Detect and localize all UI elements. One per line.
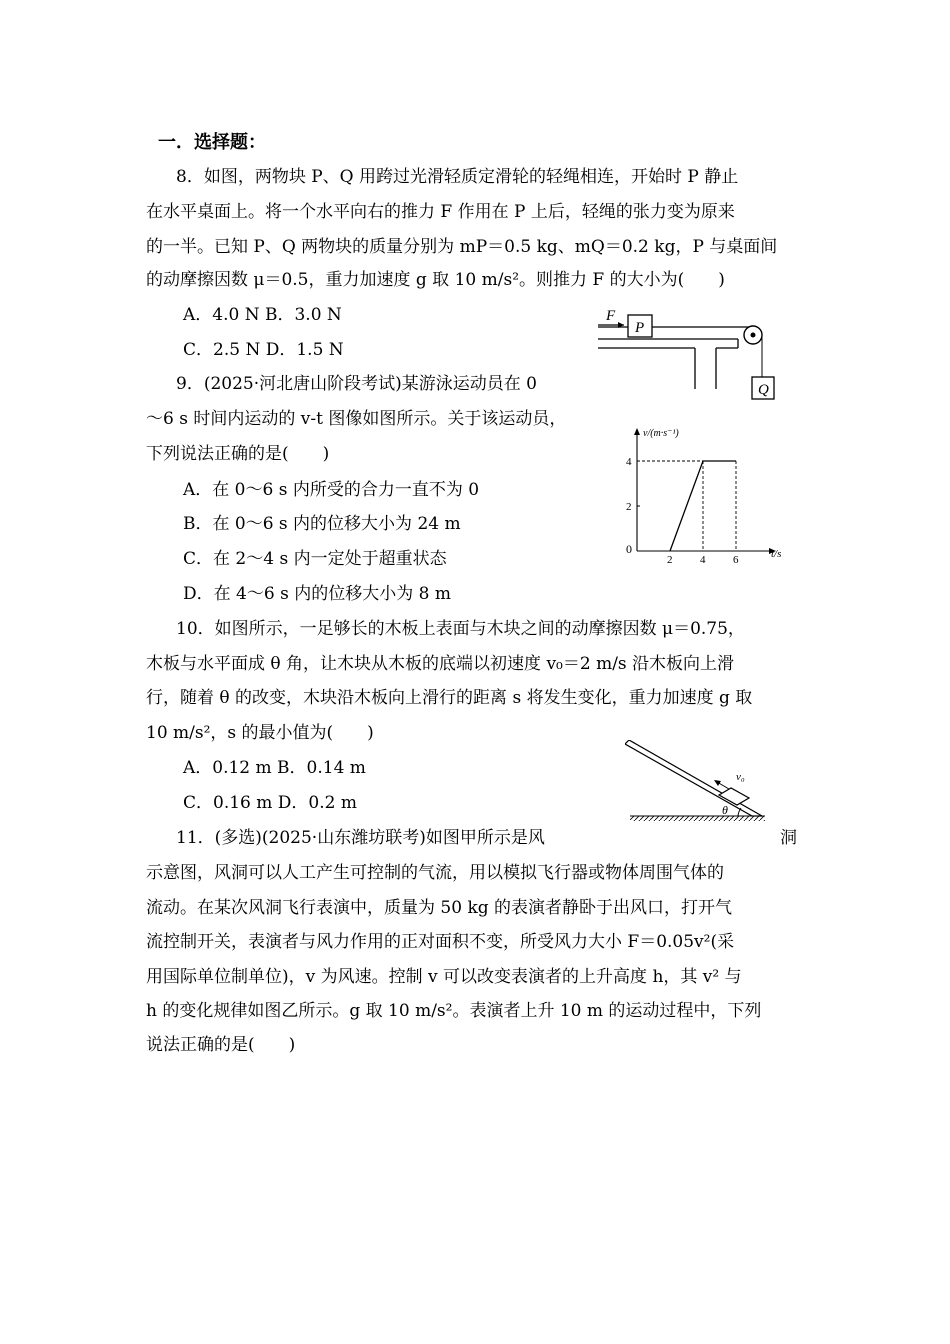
origin-label: 0 (626, 542, 632, 556)
q9-option-b: B．在 0～6 s 内的位移大小为 24 m (183, 514, 461, 534)
q8-option-cd: C．2.5 N D．1.5 N (183, 340, 344, 360)
q9-line-1: 9．(2025·河北唐山阶段考试)某游泳运动员在 0 (176, 374, 537, 394)
q9-option-c: C．在 2～4 s 内一定处于超重状态 (183, 549, 447, 569)
q8-option-ab: A．4.0 N B．3.0 N (183, 305, 342, 325)
q11-line-4: 流控制开关，表演者与风力作用的正对面积不变，所受风力大小 F＝0.05v²(采 (146, 932, 735, 952)
x-tick-label: 6 (733, 554, 739, 565)
q10-line-2: 木板与水平面成 θ 角，让木块从木板的底端以初速度 v₀＝2 m/s 沿木板向上滑 (146, 654, 735, 674)
q8-line-1: 8．如图，两物块 P、Q 用跨过光滑轻质定滑轮的轻绳相连，开始时 P 静止 (176, 167, 739, 187)
y-axis-label: v/(m·s⁻¹) (643, 428, 679, 439)
q8-line-2: 在水平桌面上。将一个水平向右的推力 F 作用在 P 上后，轻绳的张力变为原来 (146, 202, 735, 222)
q11-line-6: h 的变化规律如图乙所示。g 取 10 m/s²。表演者上升 10 m 的运动过程中，下列 (146, 1001, 762, 1021)
pulley-figure (590, 305, 790, 405)
q11-line-1-end: 洞 (780, 828, 797, 848)
ground (630, 816, 765, 821)
y-tick-label: 4 (626, 456, 632, 468)
q11-line-1: 11．(多选)(2025·山东潍坊联考)如图甲所示是风 (176, 828, 545, 848)
angle-label: θ (722, 803, 728, 817)
q11-line-5: 用国际单位制单位)，v 为风速。控制 v 可以改变表演者的上升高度 h，其 v² 与 (146, 967, 742, 987)
x-tick-label: 4 (700, 554, 706, 565)
block-p-label: P (635, 320, 645, 336)
q9-option-a: A．在 0～6 s 内所受的合力一直不为 0 (183, 480, 480, 500)
q9-line-2: ～6 s 时间内运动的 v-t 图像如图所示。关于该运动员， (146, 409, 567, 429)
q10-line-1: 10．如图所示，一足够长的木板上表面与木块之间的动摩擦因数 μ＝0.75， (176, 619, 745, 639)
q10-line-3: 行，随着 θ 的改变，木块沿木板向上滑行的距离 s 将发生变化，重力加速度 g 取 (146, 688, 753, 708)
y-tick-label: 2 (626, 501, 632, 513)
incline-figure (625, 740, 775, 825)
q11-line-2: 示意图，风洞可以人工产生可控制的气流，用以模拟飞行器或物体周围气体的 (146, 863, 724, 883)
q9-line-3: 下列说法正确的是( ) (146, 444, 330, 464)
block-q-label: Q (758, 382, 769, 398)
section-title: 一．选择题： (158, 132, 266, 153)
x-axis-label: t/s (771, 548, 782, 560)
q10-option-cd: C．0.16 m D．0.2 m (183, 793, 357, 813)
q10-option-ab: A．0.12 m B．0.14 m (183, 758, 366, 778)
q11-line-3: 流动。在某次风洞飞行表演中，质量为 50 kg 的表演者静卧于出风口，打开气 (146, 898, 733, 918)
velocity-label: v₀ (736, 771, 745, 783)
force-label: F (606, 308, 616, 324)
q11-line-7: 说法正确的是( ) (146, 1035, 296, 1055)
x-tick-label: 2 (667, 554, 673, 565)
q8-line-3: 的一半。已知 P、Q 两物块的质量分别为 mP＝0.5 kg、mQ＝0.2 kg，P 与桌面间 (146, 237, 778, 257)
vt-chart (615, 420, 795, 565)
q9-option-d: D．在 4～6 s 内的位移大小为 8 m (183, 584, 451, 604)
q8-line-4: 的动摩擦因数 μ＝0.5，重力加速度 g 取 10 m/s²。则推力 F 的大小为( ) (146, 270, 725, 290)
q10-line-4: 10 m/s²，s 的最小值为( ) (146, 723, 374, 743)
